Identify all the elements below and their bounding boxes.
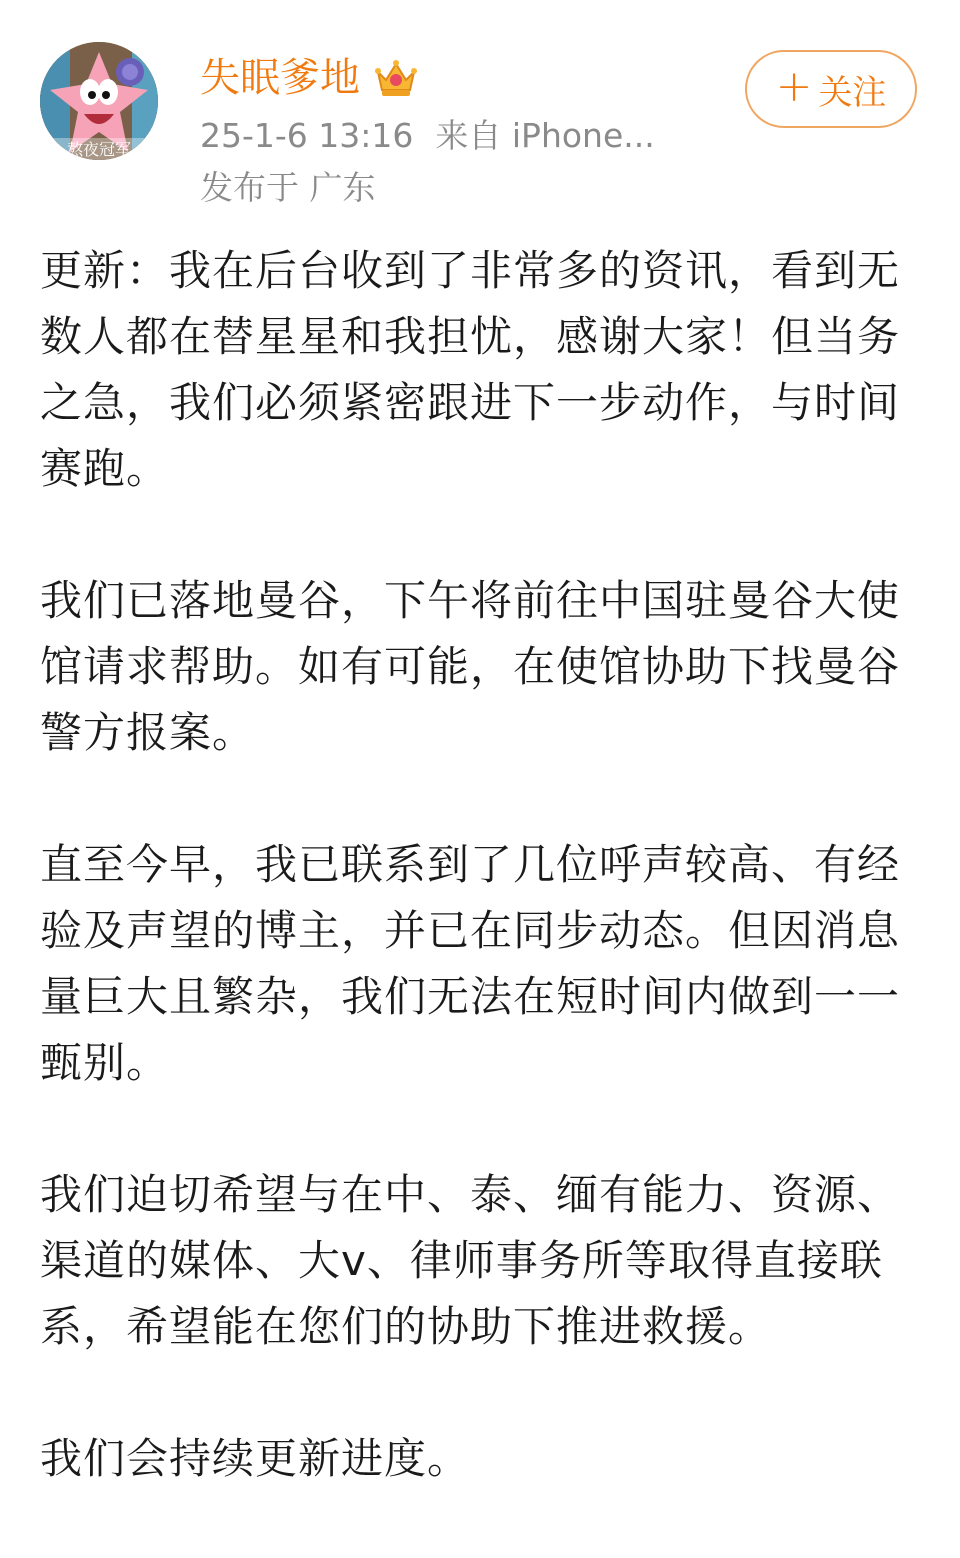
author-name[interactable]: 失眠爹地 <box>200 55 360 101</box>
post-timestamp: 25-1-6 13:16 <box>200 116 414 155</box>
post-paragraph-4: 我们迫切希望与在中、泰、缅有能力、资源、渠道的媒体、大v、律师事务所等取得直接联系，希望能在您们的协助下推进救援。 <box>40 1170 901 1351</box>
post-paragraph-1: 更新：我在后台收到了非常多的资讯，看到无数人都在替星星和我担忧，感谢大家！但当务之急，我们必须紧密跟进下一步动作，与时间赛跑。 <box>40 246 901 493</box>
post-paragraph-3: 直至今早，我已联系到了几位呼声较高、有经验及声望的博主，并已在同步动态。但因消息量巨大且繁杂，我们无法在短时间内做到一一甄别。 <box>40 840 901 1087</box>
avatar[interactable] <box>40 42 158 160</box>
crown-badge-icon <box>372 56 420 100</box>
post-header <box>0 0 960 230</box>
avatar-caption: 熬夜冠军 <box>66 140 132 159</box>
follow-button[interactable] <box>745 50 917 128</box>
post-body <box>40 238 920 1558</box>
post-source: 来自 iPhone... <box>435 116 655 155</box>
post-location: 发布于 广东 <box>200 168 376 207</box>
plus-icon: + <box>775 61 813 112</box>
post-paragraph-5: 我们会持续更新进度。 <box>40 1434 471 1483</box>
follow-button-label: 关注 <box>818 72 887 113</box>
patrick-star-avatar-icon <box>40 42 158 160</box>
post-meta <box>200 114 655 158</box>
post-paragraph-2: 我们已落地曼谷，下午将前往中国驻曼谷大使馆请求帮助。如有可能，在使馆协助下找曼谷警方报案。 <box>40 576 901 757</box>
